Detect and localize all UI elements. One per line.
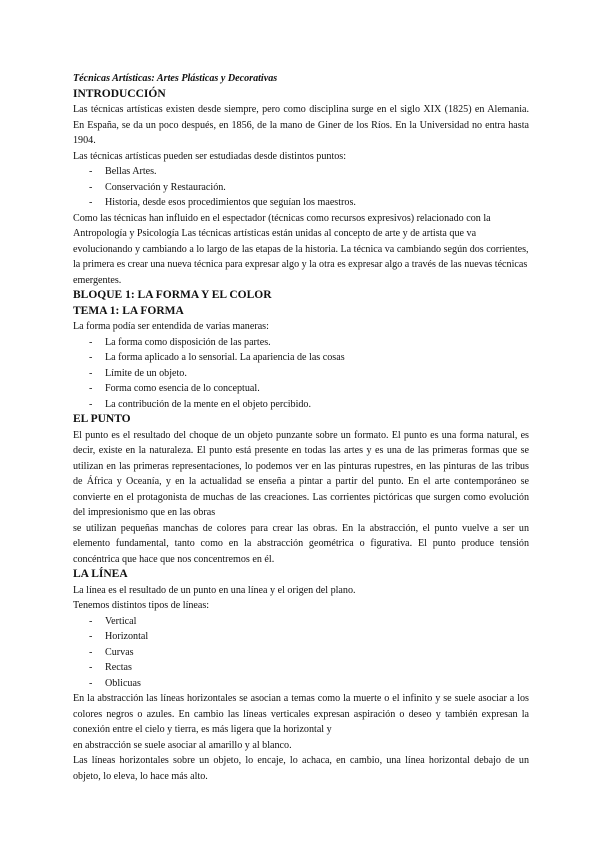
list-item: - Límite de un objeto. (73, 366, 529, 382)
paragraph: Las técnicas artísticas existen desde siempre, pero como disciplina surge en el siglo XIX (1825) en Alemania. En España, se da un poco después, en 1856, de la mano de Giner de los Ríos. En la Universidad no entra hasta 1904. (73, 104, 529, 146)
heading-tema-1: TEMA 1: LA FORMA (73, 304, 184, 317)
paragraph: En la abstracción las líneas horizontales se asocian a temas como la muerte o el infinito y se suele asociar a los colores negros o azules. En cambio las líneas verticales expresan aspiración o deseo y también expresan la conexión entre el cielo y tierra, es más ligera que la horizontal y (73, 693, 529, 735)
list-item: - Vertical (73, 614, 529, 630)
bullet-list (73, 164, 529, 211)
list-item: - La forma como disposición de las partes. (73, 335, 529, 351)
list-item: - Rectas (73, 660, 529, 676)
paragraph: El punto es el resultado del choque de un objeto punzante sobre un formato. El punto es una forma natural, es decir, existe en la naturaleza. El punto está presente en todas las artes y es una de las primeras formas que se utilizan en las primeras representaciones, lo podemos ver en las pinturas rupestres, en las pinturas de las tribus de África y Oceanía, y en la actualidad se enseña a pintar a partir del punto. En el arte contemporáneo se convierte en el protagonista de muchas de las creaciones. Las corrientes pictóricas que surgen como evolución del impresionismo que en las obras (73, 429, 529, 518)
paragraph: en abstracción se suele asociar al amarillo y al blanco. (73, 739, 292, 751)
paragraph: La forma podía ser entendida de varias maneras: (73, 321, 269, 332)
list-item: - Conservación y Restauración. (73, 180, 529, 196)
list-item: - Bellas Artes. (73, 164, 529, 180)
list-item: - Historia, desde esos procedimientos que seguían los maestros. (73, 195, 529, 211)
paragraph: Las técnicas artísticas pueden ser estudiadas desde distintos puntos: (73, 150, 347, 162)
bullet-list (73, 614, 529, 692)
heading-introduccion: INTRODUCCIÓN (73, 87, 166, 100)
list-item: - Forma como esencia de lo conceptual. (73, 381, 529, 397)
document-title: Técnicas Artísticas: Artes Plásticas y Decorativas (73, 73, 278, 84)
list-item: - Curvas (73, 645, 529, 661)
paragraph: Como las técnicas han influido en el espectador (técnicas como recursos expresivos) relacionado con la Antropología y Psicología Las técnicas artísticas están unidas al concepto de arte y de artista que va evolucionando y cambiando a lo largo de las etapas de la historia. La técnica va cambiando según dos corrientes, la primera es crear una nueva técnica para expresar algo y la otra es expresar algo a través de las nuevas técnicas emergentes. (73, 212, 529, 286)
heading-el-punto: EL PUNTO (73, 413, 131, 425)
list-item: - Horizontal (73, 629, 529, 645)
heading-la-linea: LA LÍNEA (73, 568, 128, 580)
paragraph: se utilizan pequeñas manchas de colores para crear las obras. En la abstracción, el punto vuelve a ser un elemento fundamental, tanto como en la abstracción geométrica o figurativa. El punto produce tensión concéntrica que hace que nos concentremos en él. (73, 522, 529, 565)
list-item: - La forma aplicado a lo sensorial. La apariencia de las cosas (73, 350, 529, 366)
paragraph: La línea es el resultado de un punto en una línea y el origen del plano. (73, 584, 356, 596)
paragraph: Tenemos distintos tipos de líneas: (73, 600, 210, 611)
heading-bloque-1: BLOQUE 1: LA FORMA Y EL COLOR (73, 289, 272, 301)
list-item: - Oblicuas (73, 676, 529, 692)
bullet-list (73, 335, 529, 413)
list-item: - La contribución de la mente en el objeto percibido. (73, 397, 529, 413)
document-body (73, 71, 529, 784)
paragraph: Las líneas horizontales sobre un objeto, lo encaje, lo achaca, en cambio, una línea horizontal debajo de un objeto, lo eleva, lo hace más alto. (73, 755, 529, 782)
